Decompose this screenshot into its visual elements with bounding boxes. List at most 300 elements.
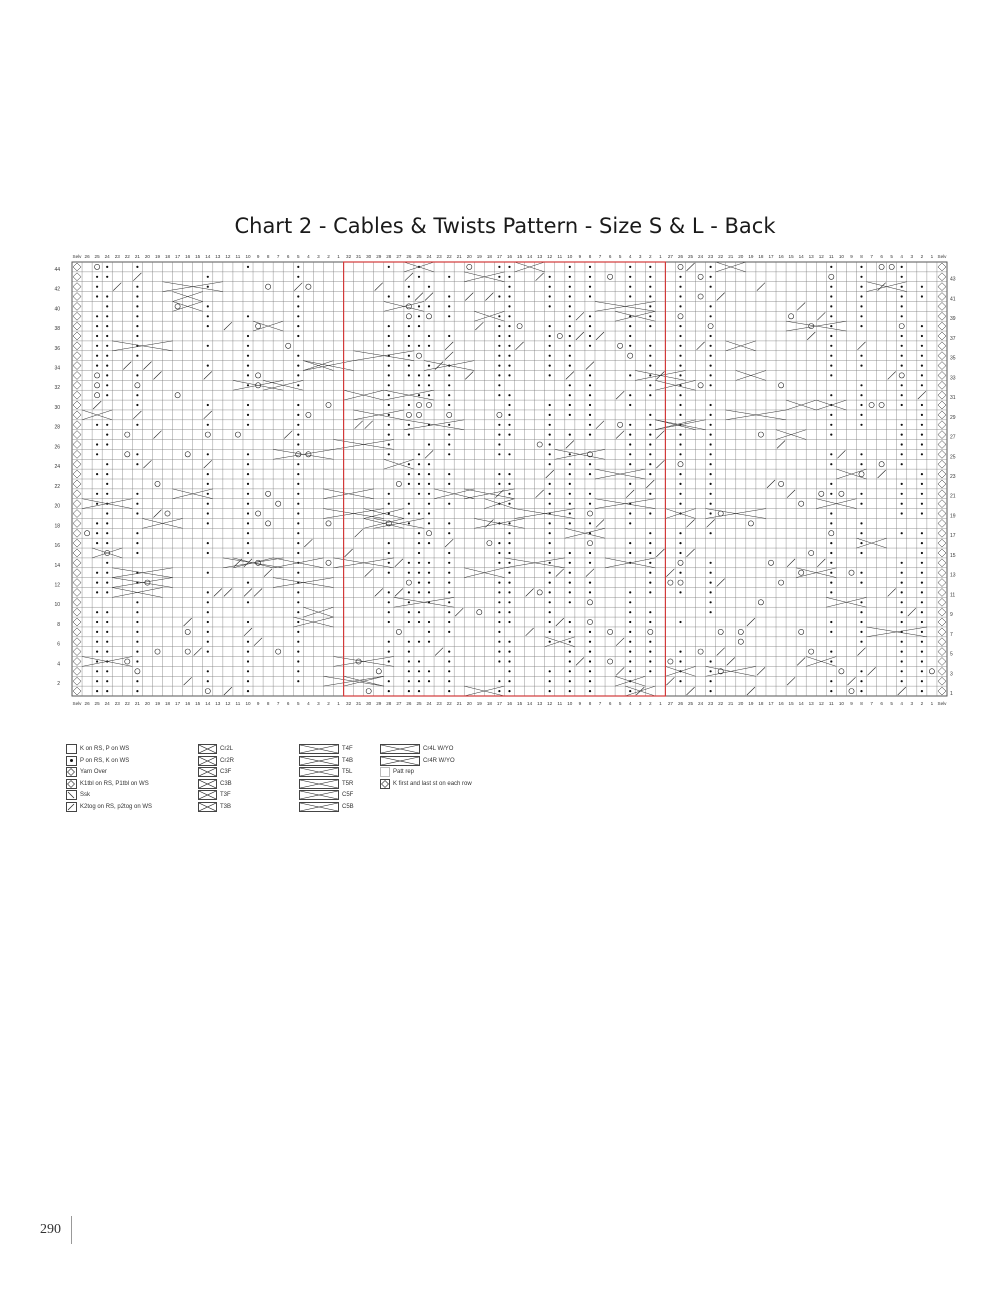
stitch-number: 12 bbox=[818, 254, 824, 259]
purl-stitch bbox=[96, 641, 98, 643]
purl-stitch bbox=[569, 512, 571, 514]
stitch-number: 25 bbox=[687, 701, 694, 706]
purl-stitch bbox=[710, 582, 712, 584]
purl-stitch bbox=[830, 286, 832, 288]
purl-stitch bbox=[106, 611, 108, 613]
purl-stitch bbox=[408, 670, 410, 672]
purl-stitch bbox=[297, 424, 299, 426]
purl-stitch bbox=[136, 463, 138, 465]
stitch-number: 31 bbox=[356, 254, 362, 259]
stitch-number: 10 bbox=[567, 701, 573, 706]
purl-stitch bbox=[388, 414, 390, 416]
purl-stitch bbox=[860, 690, 862, 692]
purl-stitch bbox=[96, 295, 98, 297]
purl-stitch bbox=[498, 384, 500, 386]
stitch-number: 13 bbox=[215, 701, 221, 706]
purl-stitch bbox=[508, 690, 510, 692]
stitch-number: 11 bbox=[235, 701, 241, 706]
purl-stitch bbox=[830, 295, 832, 297]
purl-stitch bbox=[589, 266, 591, 268]
row-number-right: 3 bbox=[950, 671, 953, 678]
purl-stitch bbox=[589, 641, 591, 643]
purl-stitch bbox=[921, 345, 923, 347]
purl-stitch bbox=[297, 295, 299, 297]
stitch-number: 14 bbox=[798, 701, 804, 706]
purl-stitch bbox=[921, 434, 923, 436]
cr4r-icon bbox=[380, 756, 420, 766]
purl-stitch bbox=[569, 641, 571, 643]
purl-stitch bbox=[418, 680, 420, 682]
selv-label: Selv bbox=[72, 701, 82, 706]
purl-stitch bbox=[508, 286, 510, 288]
row-number-left: 8 bbox=[57, 622, 60, 628]
purl-stitch bbox=[428, 512, 430, 514]
purl-stitch bbox=[408, 345, 410, 347]
stitch-number: 12 bbox=[818, 701, 824, 706]
purl-stitch bbox=[549, 335, 551, 337]
purl-stitch bbox=[710, 286, 712, 288]
stitch-number: 22 bbox=[124, 701, 130, 706]
stitch-number: 18 bbox=[486, 254, 492, 259]
stitch-number: 10 bbox=[567, 254, 573, 259]
stitch-number: 3 bbox=[638, 254, 642, 259]
purl-stitch bbox=[569, 690, 571, 692]
purl-stitch bbox=[901, 276, 903, 278]
stitch-number: 8 bbox=[588, 254, 592, 259]
purl-stitch bbox=[508, 621, 510, 623]
purl-stitch bbox=[679, 453, 681, 455]
stitch-number: 22 bbox=[446, 254, 452, 259]
purl-stitch bbox=[448, 503, 450, 505]
purl-stitch bbox=[297, 443, 299, 445]
purl-stitch bbox=[428, 305, 430, 307]
legend-item bbox=[198, 767, 231, 777]
purl-stitch bbox=[408, 562, 410, 564]
purl-stitch bbox=[96, 670, 98, 672]
purl-stitch bbox=[901, 532, 903, 534]
purl-stitch bbox=[388, 572, 390, 574]
row-number-left: 4 bbox=[57, 661, 60, 668]
purl-stitch bbox=[901, 266, 903, 268]
purl-stitch bbox=[207, 552, 209, 554]
stitch-number: 9 bbox=[578, 254, 582, 259]
purl-stitch bbox=[830, 631, 832, 633]
purl-stitch bbox=[569, 660, 571, 662]
purl-stitch bbox=[710, 365, 712, 367]
purl-stitch bbox=[679, 532, 681, 534]
purl-stitch bbox=[921, 404, 923, 406]
row-number-left: 14 bbox=[54, 562, 60, 569]
purl-stitch bbox=[498, 434, 500, 436]
purl-stitch bbox=[96, 631, 98, 633]
purl-stitch bbox=[297, 276, 299, 278]
purl-stitch bbox=[860, 542, 862, 544]
purl-stitch bbox=[549, 503, 551, 505]
purl-stitch bbox=[418, 325, 420, 327]
purl-stitch bbox=[860, 601, 862, 603]
purl-stitch bbox=[136, 315, 138, 317]
purl-stitch bbox=[408, 473, 410, 475]
purl-stitch bbox=[136, 552, 138, 554]
purl-stitch bbox=[96, 532, 98, 534]
purl-stitch bbox=[921, 384, 923, 386]
purl-stitch bbox=[629, 434, 631, 436]
stitch-number: 8 bbox=[860, 254, 863, 259]
legend-item bbox=[198, 756, 234, 766]
purl-stitch bbox=[649, 660, 651, 662]
purl-stitch bbox=[921, 611, 923, 613]
purl-stitch bbox=[629, 512, 631, 514]
stitch-number: 14 bbox=[527, 701, 533, 706]
purl-stitch bbox=[388, 651, 390, 653]
purl-stitch bbox=[136, 286, 138, 288]
purl-stitch bbox=[830, 414, 832, 416]
purl-stitch bbox=[498, 552, 500, 554]
row-number-right: 21 bbox=[950, 493, 956, 500]
purl-stitch bbox=[549, 286, 551, 288]
purl-stitch bbox=[589, 591, 591, 593]
stitch-number: 21 bbox=[456, 701, 462, 706]
purl-stitch bbox=[569, 355, 571, 357]
row-number-right: 19 bbox=[950, 513, 956, 520]
purl-icon bbox=[66, 756, 77, 766]
purl-stitch bbox=[388, 424, 390, 426]
purl-stitch bbox=[629, 552, 631, 554]
purl-stitch bbox=[649, 305, 651, 307]
purl-stitch bbox=[860, 325, 862, 327]
c3f-icon bbox=[198, 767, 217, 777]
purl-stitch bbox=[418, 394, 420, 396]
purl-stitch bbox=[921, 572, 923, 574]
purl-stitch bbox=[428, 572, 430, 574]
purl-stitch bbox=[498, 394, 500, 396]
purl-stitch bbox=[508, 670, 510, 672]
purl-stitch bbox=[297, 621, 299, 623]
purl-stitch bbox=[96, 582, 98, 584]
purl-stitch bbox=[96, 355, 98, 357]
stitch-number: 17 bbox=[768, 254, 774, 259]
purl-stitch bbox=[508, 532, 510, 534]
purl-stitch bbox=[418, 473, 420, 475]
row-number-right: 5 bbox=[950, 651, 953, 658]
purl-stitch bbox=[408, 434, 410, 436]
purl-stitch bbox=[679, 394, 681, 396]
purl-stitch bbox=[569, 335, 571, 337]
purl-stitch bbox=[569, 276, 571, 278]
legend-item bbox=[299, 744, 353, 754]
purl-stitch bbox=[860, 582, 862, 584]
purl-stitch bbox=[418, 276, 420, 278]
purl-stitch bbox=[297, 542, 299, 544]
purl-stitch bbox=[549, 631, 551, 633]
purl-stitch bbox=[408, 286, 410, 288]
purl-stitch bbox=[549, 463, 551, 465]
stitch-number: 29 bbox=[376, 254, 382, 259]
purl-stitch bbox=[508, 404, 510, 406]
purl-stitch bbox=[629, 394, 631, 396]
purl-stitch bbox=[569, 582, 571, 584]
purl-stitch bbox=[388, 295, 390, 297]
purl-stitch bbox=[901, 493, 903, 495]
stitch-number: 18 bbox=[758, 254, 764, 259]
purl-stitch bbox=[428, 286, 430, 288]
purl-stitch bbox=[830, 512, 832, 514]
purl-stitch bbox=[549, 325, 551, 327]
purl-stitch bbox=[498, 621, 500, 623]
legend-item bbox=[66, 744, 129, 754]
purl-stitch bbox=[106, 621, 108, 623]
purl-stitch bbox=[710, 414, 712, 416]
purl-stitch bbox=[247, 512, 249, 514]
purl-stitch bbox=[710, 493, 712, 495]
stitch-number: 32 bbox=[346, 254, 352, 259]
purl-stitch bbox=[96, 424, 98, 426]
purl-stitch bbox=[921, 601, 923, 603]
purl-stitch bbox=[106, 266, 108, 268]
purl-stitch bbox=[136, 355, 138, 357]
purl-stitch bbox=[508, 680, 510, 682]
c5f-icon bbox=[299, 790, 339, 800]
stitch-number: 8 bbox=[588, 701, 592, 706]
purl-stitch bbox=[508, 582, 510, 584]
legend-item bbox=[380, 779, 472, 789]
purl-stitch bbox=[508, 335, 510, 337]
purl-stitch bbox=[679, 295, 681, 297]
purl-stitch bbox=[569, 345, 571, 347]
purl-stitch bbox=[297, 611, 299, 613]
stitch-number: 22 bbox=[124, 254, 130, 259]
purl-stitch bbox=[710, 690, 712, 692]
stitch-number: 26 bbox=[84, 254, 90, 259]
stitch-number: 28 bbox=[386, 701, 392, 706]
purl-stitch bbox=[498, 325, 500, 327]
purl-stitch bbox=[569, 670, 571, 672]
purl-stitch bbox=[679, 591, 681, 593]
purl-stitch bbox=[428, 631, 430, 633]
purl-stitch bbox=[589, 424, 591, 426]
purl-stitch bbox=[629, 295, 631, 297]
purl-stitch bbox=[448, 670, 450, 672]
purl-stitch bbox=[901, 315, 903, 317]
purl-stitch bbox=[508, 591, 510, 593]
purl-stitch bbox=[247, 680, 249, 682]
purl-stitch bbox=[830, 424, 832, 426]
purl-stitch bbox=[589, 286, 591, 288]
stitch-number: 17 bbox=[175, 701, 181, 706]
purl-stitch bbox=[569, 266, 571, 268]
purl-stitch bbox=[921, 591, 923, 593]
purl-stitch bbox=[589, 374, 591, 376]
stitch-number: 23 bbox=[114, 701, 120, 706]
purl-stitch bbox=[921, 651, 923, 653]
stitch-number: 2 bbox=[649, 701, 652, 706]
purl-stitch bbox=[710, 315, 712, 317]
purl-stitch bbox=[448, 572, 450, 574]
purl-stitch bbox=[921, 542, 923, 544]
purl-stitch bbox=[710, 601, 712, 603]
stitch-number: 28 bbox=[386, 254, 392, 259]
purl-stitch bbox=[207, 611, 209, 613]
cr2l-icon bbox=[198, 744, 217, 754]
legend-item bbox=[299, 767, 352, 777]
stitch-number: 12 bbox=[547, 701, 553, 706]
row-number-left: 6 bbox=[57, 641, 60, 648]
purl-stitch bbox=[549, 552, 551, 554]
row-number-left: 26 bbox=[54, 444, 60, 451]
stitch-number: 27 bbox=[396, 701, 402, 706]
purl-stitch bbox=[388, 552, 390, 554]
purl-stitch bbox=[428, 641, 430, 643]
legend-label: K on RS, P on WS bbox=[80, 746, 130, 752]
purl-stitch bbox=[710, 562, 712, 564]
purl-stitch bbox=[549, 601, 551, 603]
purl-stitch bbox=[901, 295, 903, 297]
stitch-number: 25 bbox=[94, 254, 100, 259]
purl-stitch bbox=[860, 414, 862, 416]
row-number-right: 31 bbox=[950, 395, 956, 402]
purl-stitch bbox=[589, 503, 591, 505]
purl-stitch bbox=[649, 611, 651, 613]
purl-stitch bbox=[247, 374, 249, 376]
purl-stitch bbox=[96, 621, 98, 623]
purl-stitch bbox=[498, 453, 500, 455]
purl-stitch bbox=[901, 424, 903, 426]
purl-stitch bbox=[710, 572, 712, 574]
purl-stitch bbox=[901, 286, 903, 288]
purl-stitch bbox=[247, 552, 249, 554]
purl-stitch bbox=[679, 305, 681, 307]
purl-stitch bbox=[106, 483, 108, 485]
purl-stitch bbox=[207, 345, 209, 347]
purl-stitch bbox=[569, 286, 571, 288]
purl-stitch bbox=[508, 374, 510, 376]
stitch-number: 11 bbox=[557, 254, 563, 259]
purl-stitch bbox=[297, 670, 299, 672]
purl-stitch bbox=[418, 542, 420, 544]
legend-label: Cr2R bbox=[220, 757, 235, 764]
purl-stitch bbox=[589, 345, 591, 347]
stitch-number: 14 bbox=[205, 701, 211, 706]
selv-label: Selv bbox=[72, 254, 82, 259]
purl-stitch bbox=[207, 483, 209, 485]
purl-stitch bbox=[388, 404, 390, 406]
purl-stitch bbox=[508, 572, 510, 574]
purl-stitch bbox=[136, 680, 138, 682]
purl-stitch bbox=[830, 355, 832, 357]
purl-stitch bbox=[860, 522, 862, 524]
stitch-number: 11 bbox=[235, 254, 241, 259]
purl-stitch bbox=[207, 424, 209, 426]
purl-stitch bbox=[498, 562, 500, 564]
purl-stitch bbox=[508, 355, 510, 357]
knit-icon bbox=[66, 744, 77, 754]
purl-stitch bbox=[901, 562, 903, 564]
purl-stitch bbox=[569, 591, 571, 593]
purl-stitch bbox=[860, 611, 862, 613]
purl-stitch bbox=[679, 404, 681, 406]
purl-stitch bbox=[418, 305, 420, 307]
stitch-number: 22 bbox=[718, 254, 724, 259]
stitch-number: 27 bbox=[396, 254, 402, 259]
purl-stitch bbox=[921, 552, 923, 554]
purl-stitch bbox=[498, 582, 500, 584]
purl-stitch bbox=[589, 315, 591, 317]
legend-item bbox=[380, 756, 455, 766]
stitch-number: 26 bbox=[84, 701, 90, 706]
purl-stitch bbox=[418, 572, 420, 574]
purl-stitch bbox=[830, 651, 832, 653]
purl-stitch bbox=[508, 601, 510, 603]
purl-stitch bbox=[408, 365, 410, 367]
stitch-number: 3 bbox=[638, 701, 642, 706]
patt-rep-icon bbox=[380, 767, 390, 777]
purl-stitch bbox=[508, 345, 510, 347]
stitch-number: 16 bbox=[506, 254, 513, 259]
purl-stitch bbox=[207, 286, 209, 288]
stitch-number: 21 bbox=[456, 254, 462, 259]
row-number-left: 44 bbox=[54, 266, 60, 273]
purl-stitch bbox=[106, 305, 108, 307]
purl-stitch bbox=[96, 503, 98, 505]
purl-stitch bbox=[106, 690, 108, 692]
purl-stitch bbox=[679, 365, 681, 367]
purl-stitch bbox=[136, 503, 138, 505]
stitch-number: 17 bbox=[768, 701, 774, 706]
selv-label: Selv bbox=[937, 254, 947, 259]
c5b-icon bbox=[299, 802, 339, 812]
purl-stitch bbox=[921, 295, 923, 297]
stitch-number: 6 bbox=[880, 701, 883, 706]
row-number-left: 32 bbox=[54, 385, 60, 392]
purl-stitch bbox=[549, 453, 551, 455]
stitch-number: 1 bbox=[659, 701, 662, 706]
purl-stitch bbox=[649, 582, 651, 584]
purl-stitch bbox=[860, 631, 862, 633]
stitch-number: 19 bbox=[748, 254, 754, 259]
purl-stitch bbox=[901, 345, 903, 347]
purl-stitch bbox=[96, 690, 98, 692]
purl-stitch bbox=[649, 315, 651, 317]
purl-stitch bbox=[247, 453, 249, 455]
stitch-number: 31 bbox=[356, 701, 362, 706]
purl-stitch bbox=[508, 276, 510, 278]
selv-label: Selv bbox=[937, 701, 947, 706]
stitch-number: 15 bbox=[788, 701, 794, 706]
stitch-number: 27 bbox=[667, 701, 673, 706]
purl-stitch bbox=[569, 483, 571, 485]
stitch-number: 4 bbox=[628, 254, 632, 259]
legend-label: Cr4R W/YO bbox=[423, 757, 455, 764]
purl-stitch bbox=[448, 473, 450, 475]
purl-stitch bbox=[207, 572, 209, 574]
purl-stitch bbox=[901, 660, 903, 662]
stitch-number: 5 bbox=[618, 701, 622, 706]
purl-stitch bbox=[589, 335, 591, 337]
purl-stitch bbox=[710, 345, 712, 347]
purl-stitch bbox=[247, 414, 249, 416]
purl-stitch bbox=[448, 305, 450, 307]
purl-stitch bbox=[408, 483, 410, 485]
purl-stitch bbox=[549, 532, 551, 534]
purl-stitch bbox=[106, 591, 108, 593]
purl-stitch bbox=[448, 443, 450, 445]
stitch-number: 13 bbox=[808, 701, 814, 706]
stitch-number: 2 bbox=[920, 701, 924, 706]
purl-stitch bbox=[498, 335, 500, 337]
purl-stitch bbox=[106, 355, 108, 357]
purl-stitch bbox=[408, 611, 410, 613]
purl-stitch bbox=[247, 601, 249, 603]
